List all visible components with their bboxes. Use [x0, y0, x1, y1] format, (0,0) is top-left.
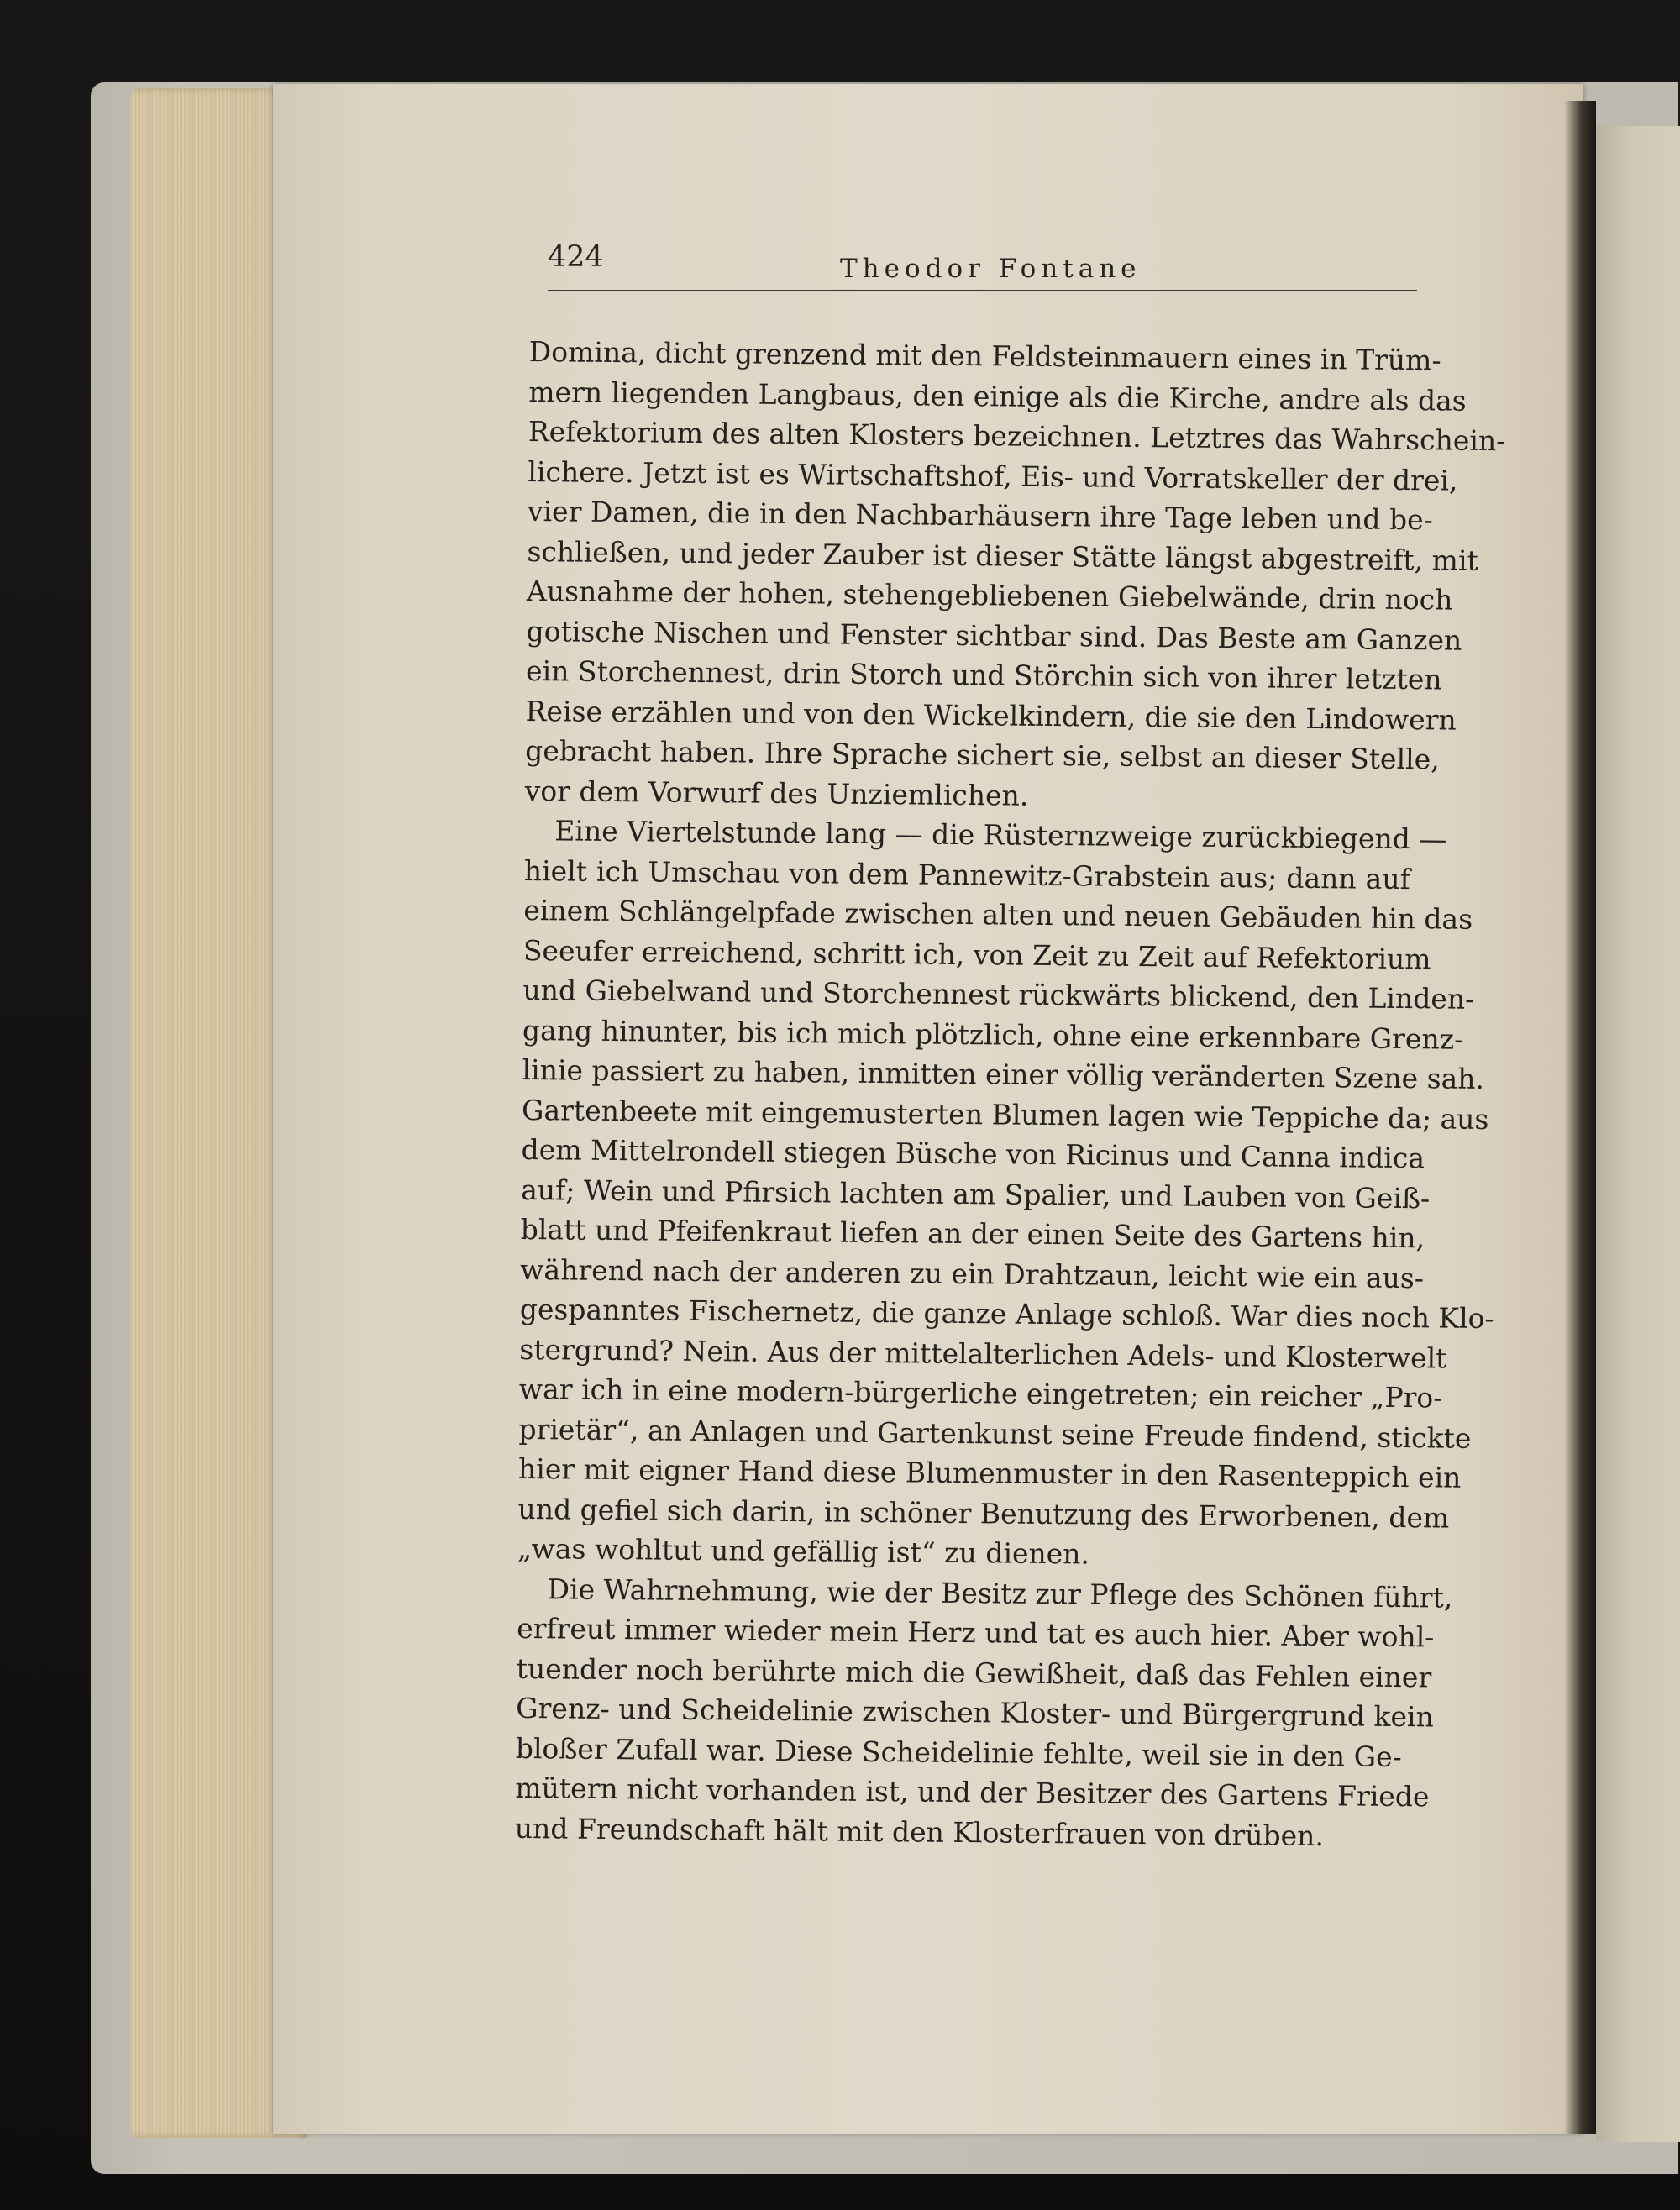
text-line: und Freundschaft hält mit den Klosterfrauen von drüben. [514, 1811, 1325, 1852]
text-line: prietär“, an Anlagen und Gartenkunst seine Freude findend, stickte [518, 1412, 1472, 1455]
text-line: vor dem Vorwurf des Unziemlichen. [524, 774, 1029, 812]
text-line: einem Schlängelpfade zwischen alten und neuen Gebäuden hin das [523, 893, 1473, 936]
text-line: Grenz- und Scheidelinie zwischen Kloster- und Bürgergrund kein [516, 1691, 1435, 1734]
text-line: war ich in eine modern-bürgerliche eingetreten; ein reicher „Pro- [518, 1372, 1443, 1415]
text-line: gebracht haben. Ihre Sprache sichert sie, selbst an dieser Stelle, [525, 733, 1440, 776]
running-head: Theodor Fontane [840, 254, 1142, 284]
text-line: mern liegenden Langbaus, den einige als die Kirche, andre als das [528, 375, 1467, 417]
text-line: linie passiert zu haben, inmitten einer völlig veränderten Szene sah. [522, 1053, 1485, 1095]
text-line: vier Damen, die in den Nachbarhäusern ihre Tage leben und be- [527, 494, 1433, 537]
text-line: dem Mittelrondell stiegen Büsche von Ricinus und Canna indica [521, 1132, 1425, 1175]
text-line: bloßer Zufall war. Diese Scheidelinie fehlte, weil sie in den Ge- [515, 1731, 1402, 1773]
text-line: blatt und Pfeifenkraut liefen an der einen Seite des Gartens hin, [520, 1212, 1425, 1255]
text-line: Ausnahme der hohen, stehengebliebenen Giebelwände, drin noch [526, 574, 1453, 617]
text-line: Reise erzählen und von den Wickelkindern, die sie den Lindowern [525, 694, 1457, 737]
text-line: „was wohltut und gefällig ist“ zu dienen. [517, 1531, 1090, 1571]
text-line: hielt ich Umschau von dem Pannewitz-Grabstein aus; dann auf [523, 853, 1410, 895]
text-line: ein Storchennest, drin Storch und Störchin sich von ihrer letzten [525, 654, 1442, 696]
book-gutter [1564, 101, 1596, 2134]
text-line: lichere. Jetzt ist es Wirtschaftshof, Eis- und Vorratskeller der drei, [528, 454, 1458, 497]
text-line: gespanntes Fischernetz, die ganze Anlage schloß. War dies noch Klo- [519, 1292, 1494, 1336]
text-line: gang hinunter, bis ich mich plötzlich, ohne eine erkennbare Grenz- [522, 1013, 1464, 1056]
text-line: stergrund? Nein. Aus der mittelalterlichen Adels- und Klosterwelt [519, 1332, 1447, 1375]
page-number: 424 [548, 240, 604, 274]
text-line: gotische Nischen und Fenster sichtbar sind. Das Beste am Ganzen [526, 614, 1462, 657]
text-line: Gartenbeete mit eingemusterten Blumen lagen wie Teppiche da; aus [521, 1093, 1489, 1136]
header-rule [548, 290, 1417, 291]
text-line: Domina, dicht grenzend mit den Feldsteinmauern eines in Trüm- [528, 334, 1441, 377]
text-line: und Giebelwand und Storchennest rückwärts blickend, den Linden- [522, 973, 1475, 1016]
text-line: mütern nicht vorhanden ist, und der Besitzer des Gartens Friede [515, 1771, 1430, 1814]
text-line: während nach der anderen zu ein Drahtzaun, leicht wie ein aus- [520, 1252, 1425, 1294]
text-line: auf; Wein und Pfirsich lachten am Spalier, und Lauben von Geiß- [521, 1173, 1431, 1215]
text-line: und gefiel sich darin, in schöner Benutzung des Erworbenen, dem [517, 1492, 1450, 1535]
text-line: Refektorium des alten Klosters bezeichnen. Letztres das Wahrschein- [528, 414, 1506, 458]
text-line: Die Wahrnehmung, wie der Besitz zur Pflege des Schönen führt, [547, 1572, 1453, 1614]
facing-page [1596, 126, 1680, 2142]
body-text [514, 332, 1506, 1856]
text-line: erfreut immer wieder mein Herz und tat es auch hier. Aber wohl- [516, 1611, 1435, 1654]
text-line: hier mit eigner Hand diese Blumenmuster in den Rasenteppich ein [517, 1451, 1462, 1494]
text-line: Eine Viertelstunde lang — die Rüsternzweige zurückbiegend — [554, 814, 1447, 856]
text-line: Seeufer erreichend, schritt ich, von Zeit zu Zeit auf Refektorium [522, 933, 1431, 975]
text-line: schließen, und jeder Zauber ist dieser Stätte längst abgestreift, mit [527, 534, 1478, 577]
text-line: tuender noch berührte mich die Gewißheit, daß das Fehlen einer [516, 1651, 1432, 1693]
